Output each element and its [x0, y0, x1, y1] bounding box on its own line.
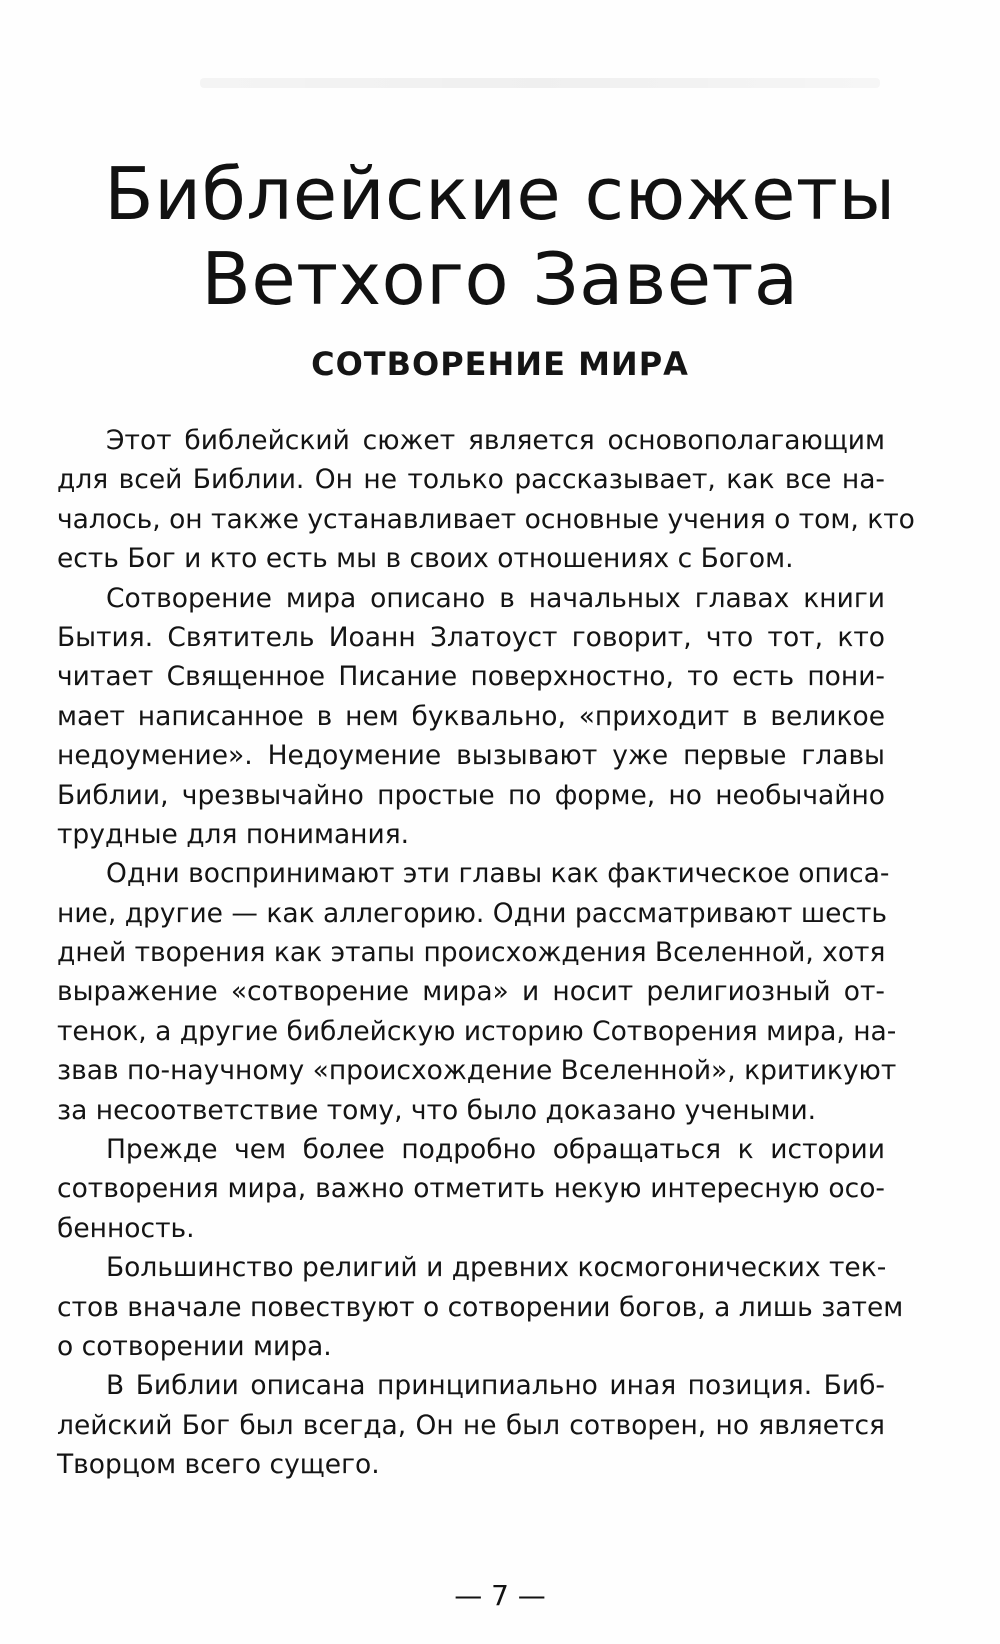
paragraph-4 [57, 1130, 885, 1248]
text-line: звав по-научному «происхождение Вселенной», критикуют [57, 1055, 897, 1087]
text-line: Бытия. Святитель Иоанн Златоуст говорит, что тот, кто [57, 621, 885, 653]
text-line: ние, другие — как аллегорию. Одни рассматривают шесть [57, 897, 888, 929]
text-line: дней творения как этапы происхождения Вселенной, хотя [57, 937, 886, 969]
text-line: стов вначале повествуют о сотворении богов, а лишь затем [57, 1291, 904, 1323]
text-line: трудные для понимания. [57, 818, 410, 850]
text-line: сотворения мира, важно отметить некую интересную осо- [57, 1173, 885, 1205]
chapter-title-line-1: Библейские сюжеты [104, 152, 896, 236]
text-line: тенок, а другие библейскую историю Сотворения мира, на- [57, 1015, 897, 1047]
paragraph-6 [57, 1366, 885, 1484]
section-title: СОТВОРЕНИЕ МИРА [311, 345, 689, 383]
paragraph-2 [57, 579, 885, 855]
paragraph-5 [57, 1248, 904, 1366]
text-line: читает Священное Писание поверхностно, то есть пони- [57, 661, 885, 693]
text-line: В Библии описана принципиально иная позиция. Биб- [106, 1370, 885, 1402]
text-line: есть Бог и кто есть мы в своих отношениях с Богом. [57, 543, 794, 575]
paragraph-3 [57, 854, 897, 1130]
chapter-title-line-2: Ветхого Завета [201, 237, 799, 321]
show-through-shadow [200, 78, 880, 88]
text-line: Большинство религий и древних космогонических тек- [106, 1252, 887, 1284]
text-line: Этот библейский сюжет является основополагающим [106, 425, 885, 456]
text-line: недоумение». Недоумение вызывают уже первые главы [57, 740, 885, 772]
text-line: Творцом всего сущего. [57, 1449, 380, 1481]
text-line: Одни воспринимают эти главы как фактическое описа- [106, 858, 890, 890]
text-line: Сотворение мира описано в начальных главах книги [106, 582, 885, 614]
text-line: Библии, чрезвычайно простые по форме, но необычайно [57, 779, 885, 811]
paragraph-1 [57, 421, 915, 579]
text-line: о сотворении мира. [57, 1330, 332, 1362]
text-line: за несоответствие тому, что было доказано учеными. [57, 1094, 817, 1126]
text-line: бенность. [57, 1212, 195, 1244]
body-text [57, 421, 915, 1485]
text-line: для всей Библии. Он не только рассказывает, как все на- [57, 464, 885, 496]
text-line: мает написанное в нем буквально, «приходит в великое [57, 700, 885, 732]
text-line: чалось, он также устанавливает основные учения о том, кто [57, 503, 915, 535]
text-line: выражение «сотворение мира» и носит религиозный от- [57, 976, 885, 1008]
page-number: — 7 — [454, 1579, 546, 1612]
text-line: лейский Бог был всегда, Он не был сотворен, но является [57, 1409, 885, 1441]
text-line: Прежде чем более подробно обращаться к истории [106, 1134, 885, 1166]
